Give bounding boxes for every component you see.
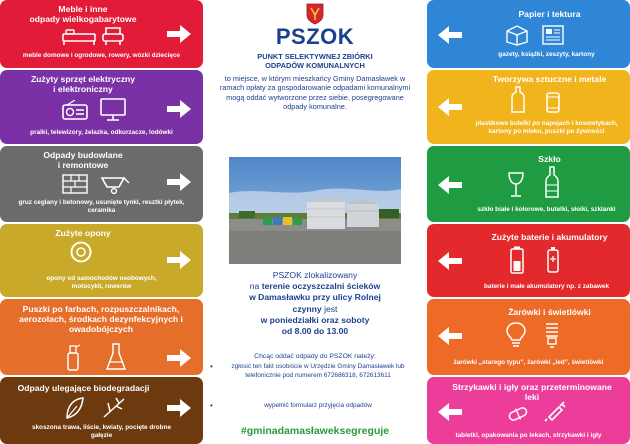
loc-line-4a: czynny (292, 303, 322, 314)
tile-desc: skoszona trawa, liście, kwiaty, pocięte drobne gałęzie (31, 424, 172, 439)
tile-desc: gazety, książki, zeszyty, kartony (498, 51, 595, 58)
arrow-right-icon (166, 249, 192, 271)
syringe-icon (543, 401, 567, 423)
page-title: PSZOK (275, 24, 355, 49)
tile-zarowki (427, 299, 630, 375)
arrow-right-icon (166, 397, 192, 419)
facility-photo (229, 157, 401, 264)
tile-desc: baterie i małe akumulatory np. z zabawek (483, 283, 610, 290)
loc-line-5: w poniedziałki oraz soboty (260, 314, 370, 325)
monitor-icon (100, 98, 126, 122)
radio-icon (62, 100, 88, 120)
bullet-2-text: wypełnić formularz przyjęcia odpadów (264, 402, 372, 409)
bullet-dot: • (210, 362, 213, 371)
wheelbarrow-icon (100, 174, 130, 194)
branch-icon (102, 397, 126, 419)
center-panel (206, 0, 424, 444)
tile-title: Tworzywa sztuczne i metale (492, 74, 607, 84)
tile-title: Odpady budowlane i remontowe (43, 150, 123, 170)
loc-line-2a: na (249, 281, 262, 292)
tile-title: Szkło (538, 154, 561, 164)
tile-title: Papier i tektura (518, 9, 581, 19)
tire-icon (70, 241, 92, 263)
loc-line-4 (206, 304, 424, 315)
loc-line-3: w Damasławku przy ulicy Rolnej (249, 292, 381, 303)
spiral-bulb-icon (543, 321, 561, 349)
arrow-left-icon (437, 401, 463, 423)
tile-title: Zużyte baterie i akumulatory (491, 232, 608, 242)
tile-title: Zużyte opony (55, 228, 111, 238)
armchair-icon (102, 25, 124, 45)
can-icon (545, 90, 561, 114)
tile-title: Zużyty sprzęt elektryczny i elektroniczny (30, 74, 136, 94)
arrow-left-icon (437, 325, 463, 347)
tile-meble (0, 0, 203, 68)
arrow-right-icon (166, 347, 192, 369)
tile-budowlane (0, 146, 203, 222)
tile-baterie (427, 224, 630, 297)
location-info (206, 270, 424, 337)
loc-line-2b: terenie oczyszczalni ścieków (261, 281, 381, 292)
aa-battery-icon (545, 246, 561, 274)
loc-line-6: od 8.00 do 13.00 (281, 326, 349, 337)
newspaper-icon (541, 24, 565, 46)
tile-title: Puszki po farbach, rozpuszczalnikach, aerozolach, środkach dezynfekcyjnych i owadobójczych (19, 304, 183, 334)
how-to-title: Chcąc oddać odpady do PSZOK należy: (254, 353, 376, 360)
tile-desc: opony od samochodów osobowych, motocykli, rowerów (46, 275, 157, 290)
bullet-1 (210, 362, 418, 380)
tile-desc: gruz ceglany i betonowy, usunięte tynki, resztki płytek, ceramika (18, 199, 185, 214)
pills-icon (507, 405, 529, 423)
tile-desc: żarówki „starego typu”, żarówki „led”, świetlówki (453, 359, 604, 366)
arrow-left-icon (437, 174, 463, 196)
loc-line-1: PSZOK zlokalizowany (272, 270, 358, 280)
tile-elektro (0, 70, 203, 144)
bullet-2 (210, 401, 418, 411)
box-icon (505, 24, 529, 46)
tile-desc: tabletki, opakowania po lekach, strzykawki i igły (455, 432, 602, 439)
bed-icon (62, 27, 96, 45)
bottle-icon (511, 86, 525, 114)
tile-title: Żarówki i świetlówki (508, 307, 591, 317)
arrow-right-icon (166, 171, 192, 193)
tile-title: Meble i inne odpady wielkogabarytowe (29, 4, 137, 24)
tile-title: Odpady ulegające biodegradacji (17, 383, 150, 393)
bulb-icon (505, 321, 527, 349)
tile-title: Strzykawki i igły oraz przeterminowane leki (452, 382, 612, 402)
arrow-right-icon (166, 23, 192, 45)
tile-bio (0, 377, 203, 444)
bricks-icon (62, 174, 88, 194)
arrow-left-icon (437, 24, 463, 46)
arrow-right-icon (166, 98, 192, 120)
tile-desc: meble domowe i ogrodowe, rowery, wózki dziecięce (22, 52, 181, 59)
subtitle-line-2: ODPADÓW KOMUNALNYCH (265, 61, 365, 71)
subtitle-line-1: PUNKT SELEKTYWNEJ ZBIÓRKI (257, 52, 373, 61)
tile-opony (0, 224, 203, 297)
hashtag: #gminadamasławeksegreguje (240, 425, 390, 437)
bullet-dot: • (210, 401, 213, 410)
tile-papier (427, 0, 630, 68)
coat-of-arms-logo (306, 3, 324, 25)
pszok-description: to miejsce, w którym mieszkańcy Gminy Damasławek w ramach opłaty za gospodarowanie odpadami komunalnymi mogą oddać wytworzone przez siebie, posegregowane odpady komunalne. (219, 74, 411, 112)
arrow-left-icon (437, 96, 463, 118)
tile-szklo (427, 146, 630, 222)
loc-line-4b: jest (321, 303, 338, 314)
tile-desc: szkło białe i kolorowe, butelki, słoiki, szklanki (477, 206, 616, 213)
tile-desc: plastikowe butelki po napojach i kosmetykach, kartony po mleku, puszki po żywności (475, 120, 618, 135)
loc-line-2 (206, 281, 424, 292)
leaf-icon (64, 397, 84, 419)
tile-strzykawki (427, 377, 630, 444)
bullet-1-text: zgłosić ten fakt osobiście w Urzędzie Gminy Damasławek lub telefonicznie pod numerem 672686318, 672613611 (231, 363, 405, 379)
flask-icon (106, 343, 126, 371)
tile-farby (0, 299, 203, 375)
spray-bottle-icon (66, 343, 80, 371)
glass-bottle-icon (545, 166, 559, 198)
tile-tworzywa (427, 70, 630, 144)
battery-icon (509, 246, 525, 274)
tile-desc: pralki, telewizory, żelazka, odkurzacze, lodówki (30, 129, 173, 136)
page-subtitle (206, 52, 424, 70)
arrow-left-icon (437, 250, 463, 272)
wine-glass-icon (507, 172, 525, 198)
